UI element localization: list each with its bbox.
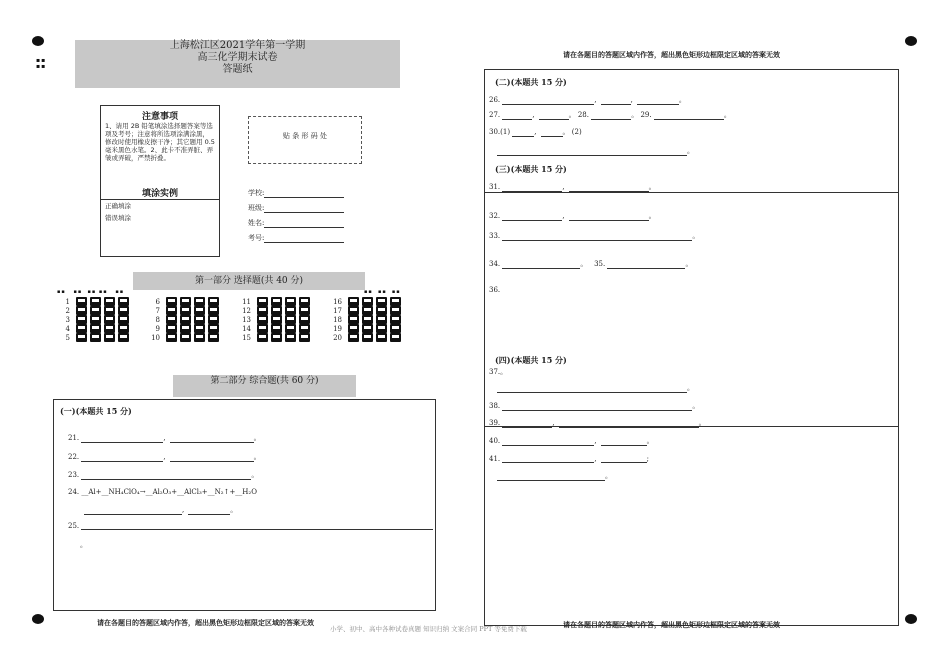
choice-bubble-c[interactable] [194, 333, 205, 342]
part1-title: 第一部分 选择题(共 40 分) [194, 276, 304, 286]
choice-bubble-d[interactable] [118, 333, 129, 342]
choice-row [60, 333, 132, 342]
choice-bubble-a[interactable] [257, 324, 268, 333]
choice-number: 9 [155, 324, 160, 333]
choice-row [332, 324, 404, 333]
choice-number: 8 [155, 315, 160, 324]
choice-bubble-b[interactable] [271, 324, 282, 333]
title-line3: 答题纸 [222, 64, 253, 75]
part2-title: 第二部分 综合题(共 60 分) [210, 376, 319, 386]
q39-label: 39. [489, 419, 501, 427]
choice-bubble-a[interactable] [76, 306, 87, 315]
choice-bubble-d[interactable] [390, 306, 401, 315]
choice-number: 18 [333, 315, 342, 324]
choice-bubble-b[interactable] [362, 306, 373, 315]
q38-answer[interactable]: 38. 。 [489, 402, 700, 410]
q33-label: 33. [489, 232, 501, 240]
choice-bubble-b[interactable] [271, 297, 282, 306]
choice-bubble-c[interactable] [104, 306, 115, 315]
choice-bubble-d[interactable] [299, 297, 310, 306]
choice-bubble-a[interactable] [76, 324, 87, 333]
choice-number: 11 [242, 297, 251, 306]
exam-no-label: 考号: [248, 234, 265, 242]
choice-number: 2 [65, 306, 70, 315]
q30-label: 30.(1) [489, 128, 511, 136]
choice-bubble-a[interactable] [257, 297, 268, 306]
q30-answer[interactable]: 30.(1) , 。 (2) [489, 128, 582, 136]
choice-number: 14 [242, 324, 251, 333]
choice-bubble-d[interactable] [299, 324, 310, 333]
q24-label: 24. [68, 488, 80, 496]
choice-number: 4 [65, 324, 70, 333]
choice-row [332, 306, 404, 315]
q25-answer[interactable] [68, 521, 433, 530]
q39-answer[interactable]: 39. , 。 [489, 419, 706, 427]
notice-body: 1、请用 2B 铅笔填涂选择题答案等选项及考号；注意将所选项涂满涂黑，修改时使用橡皮擦干净；其它题用 0.5 毫米黑色水笔。2、此卡不准弄脏、弄皱或弄破，严禁折叠。 [105, 122, 215, 162]
q31-label: 31. [489, 183, 501, 191]
example-correct: 正确填涂 [105, 202, 131, 210]
q40-answer[interactable]: 40. , 。 [489, 437, 654, 445]
choice-row [150, 306, 222, 315]
q30-part2-label: (2) [571, 128, 582, 136]
q29-label: 29. [640, 111, 652, 119]
exam-no-field[interactable] [248, 233, 344, 243]
choice-bubble-a[interactable] [166, 297, 177, 306]
choice-bubble-d[interactable] [208, 324, 219, 333]
choice-bubble-a[interactable] [166, 324, 177, 333]
choice-row [241, 324, 313, 333]
section4-title: (四)(本题共 15 分) [495, 355, 567, 365]
choice-number: 12 [242, 306, 251, 315]
school-field[interactable] [248, 188, 344, 198]
choice-row [150, 315, 222, 324]
choice-bubble-c[interactable] [285, 297, 296, 306]
choice-bubble-a[interactable] [257, 333, 268, 342]
choice-row [332, 315, 404, 324]
choice-number: 5 [65, 333, 70, 342]
q37-line[interactable]: 。 [497, 383, 694, 393]
q37-label: 37. [489, 368, 501, 376]
q24-answer-line2[interactable]: , 。 [84, 505, 237, 515]
choice-bubble-b[interactable] [180, 324, 191, 333]
choice-bubble-a[interactable] [166, 333, 177, 342]
notice-box [100, 105, 220, 257]
choice-bubble-d[interactable] [390, 324, 401, 333]
choice-bubble-c[interactable] [285, 306, 296, 315]
choice-row [241, 297, 313, 306]
choice-bubble-b[interactable] [362, 297, 373, 306]
q41-answer[interactable]: 41. , ; [489, 455, 649, 463]
footer-warning-right: 请在各题目的答题区域内作答，超出黑色矩形边框限定区域的答案无效 [563, 621, 780, 629]
choice-bubble-b[interactable] [90, 297, 101, 306]
q32-label: 32. [489, 212, 501, 220]
choice-bubble-d[interactable] [299, 333, 310, 342]
name-field[interactable] [248, 218, 344, 228]
q41-line2[interactable]: 。 [497, 471, 612, 481]
choice-row [332, 297, 404, 306]
choice-bubble-c[interactable] [376, 306, 387, 315]
q28-label: 28. [577, 111, 589, 119]
choice-row [332, 333, 404, 342]
title-banner [75, 40, 400, 88]
barcode-label: 贴 条 形 码 处 [283, 132, 327, 140]
q24-equation: __Al+__NH₄ClO₄→__Al₂O₃+__AlCl₃+__N₂↑+__H₂O [81, 488, 257, 496]
choice-number: 3 [65, 315, 70, 324]
choice-bubble-c[interactable] [194, 306, 205, 315]
q27-29-answer[interactable]: 27. , 。 28. 。 29. 。 [489, 111, 731, 119]
choice-bubble-b[interactable] [90, 306, 101, 315]
choice-bubble-b[interactable] [271, 315, 282, 324]
q26-label: 26. [489, 96, 501, 104]
corner-mark-top-left [32, 36, 44, 46]
choice-number: 16 [333, 297, 342, 306]
q23-answer[interactable]: 23. 。 [68, 471, 259, 479]
part2-banner [173, 375, 356, 397]
choice-row [241, 333, 313, 342]
choice-bubble-d[interactable] [390, 297, 401, 306]
example-wrong: 错误填涂 [105, 214, 131, 222]
choice-bubble-c[interactable] [104, 297, 115, 306]
choice-bubble-a[interactable] [76, 297, 87, 306]
choice-bubble-c[interactable] [285, 324, 296, 333]
choice-bubble-c[interactable] [285, 315, 296, 324]
choice-number: 10 [151, 333, 160, 342]
q22-label: 22. [68, 453, 80, 461]
choice-bubble-a[interactable] [166, 306, 177, 315]
q36-answer[interactable] [489, 286, 500, 294]
q33-answer[interactable]: 33. 。 [489, 232, 700, 240]
school-label: 学校: [248, 189, 265, 197]
q30-line2[interactable]: 。 [497, 146, 694, 156]
choice-bubble-c[interactable] [104, 333, 115, 342]
choice-number: 19 [333, 324, 342, 333]
choice-bubble-a[interactable] [166, 315, 177, 324]
choice-bubble-c[interactable] [194, 297, 205, 306]
choice-number: 1 [65, 297, 70, 306]
notice-title: 注意事项 [141, 112, 178, 122]
choice-bubble-b[interactable] [90, 324, 101, 333]
choice-bubble-d[interactable] [208, 306, 219, 315]
section1-box [53, 399, 436, 611]
q36-label: 36. [489, 286, 501, 294]
choice-bubble-d[interactable] [208, 315, 219, 324]
choice-row [150, 324, 222, 333]
choice-bubble-d[interactable] [118, 306, 129, 315]
answer-frame-right [484, 69, 899, 626]
q35-label: 35. [594, 260, 606, 268]
choice-bubble-a[interactable] [348, 306, 359, 315]
choice-bubble-c[interactable] [285, 333, 296, 342]
choice-bubble-d[interactable] [299, 306, 310, 315]
choice-row [241, 315, 313, 324]
q22-answer[interactable]: 22. , 。 [68, 453, 261, 461]
class-field[interactable] [248, 203, 344, 213]
choice-bubble-d[interactable] [118, 324, 129, 333]
choice-bubble-a[interactable] [348, 297, 359, 306]
choice-bubble-d[interactable] [299, 315, 310, 324]
divider-line-1 [485, 192, 898, 193]
choice-row [60, 297, 132, 306]
choice-number: 20 [333, 333, 342, 342]
choice-bubble-a[interactable] [257, 315, 268, 324]
q34-35-answer[interactable]: 34. 。 35. 。 [489, 260, 693, 268]
choice-bubble-a[interactable] [348, 333, 359, 342]
choice-bubble-d[interactable] [118, 315, 129, 324]
q38-label: 38. [489, 402, 501, 410]
choice-row [150, 333, 222, 342]
choice-bubble-b[interactable] [180, 333, 191, 342]
q26-answer[interactable]: 26. , , 。 [489, 96, 686, 104]
choice-row [150, 297, 222, 306]
choice-bubble-c[interactable] [194, 324, 205, 333]
choice-bubble-d[interactable] [118, 297, 129, 306]
corner-mark-bottom-left [32, 614, 44, 624]
choice-bubble-d[interactable] [208, 297, 219, 306]
q41-label: 41. [489, 455, 501, 463]
section3-title: (三)(本题共 15 分) [495, 164, 567, 174]
choice-number: 17 [333, 306, 342, 315]
q37-answer[interactable]: 37.。 [489, 368, 508, 376]
example-title: 填涂实例 [101, 186, 219, 200]
choice-bubble-d[interactable] [390, 315, 401, 324]
name-label: 姓名: [248, 219, 265, 227]
choice-bubble-d[interactable] [390, 333, 401, 342]
corner-mark-bottom-right [905, 614, 917, 624]
choice-number: 13 [242, 315, 251, 324]
choice-row [241, 306, 313, 315]
q32-answer[interactable]: 32. , 。 [489, 212, 656, 220]
title-line2: 高三化学期末试卷 [197, 52, 278, 63]
q25-end-mark: 。 [80, 541, 87, 549]
warning-top: 请在各题目的答题区域内作答，超出黑色矩形边框限定区域的答案无效 [563, 51, 780, 59]
choice-row [60, 324, 132, 333]
choice-bubble-b[interactable] [90, 333, 101, 342]
choice-bubble-b[interactable] [362, 324, 373, 333]
section2-title: (二)(本题共 15 分) [495, 77, 567, 87]
class-label: 班级: [248, 204, 265, 212]
choice-bubble-a[interactable] [76, 315, 87, 324]
choice-bubble-c[interactable] [376, 324, 387, 333]
title-line1: 上海松江区2021学年第一学期 [169, 40, 306, 51]
choice-bubble-c[interactable] [376, 297, 387, 306]
choice-bubble-c[interactable] [376, 315, 387, 324]
corner-mark-top-right [905, 36, 917, 46]
choice-number: 15 [242, 333, 251, 342]
q21-label: 21. [68, 434, 80, 442]
choice-bubble-b[interactable] [362, 315, 373, 324]
choice-bubble-a[interactable] [257, 306, 268, 315]
choice-bubble-c[interactable] [194, 315, 205, 324]
choice-bubble-c[interactable] [104, 315, 115, 324]
divider-line-2 [485, 426, 898, 427]
choice-number: 6 [155, 297, 160, 306]
mc-timing-marks-right: ▪▪ ▪▪ ▪▪ [364, 289, 401, 295]
q21-answer[interactable]: 21. , 。 [68, 434, 261, 442]
q24-answer[interactable] [68, 488, 257, 496]
choice-row [60, 306, 132, 315]
footer-warning-left: 请在各题目的答题区域内作答，超出黑色矩形边框限定区域的答案无效 [97, 619, 314, 627]
choice-bubble-d[interactable] [208, 333, 219, 342]
choice-bubble-a[interactable] [348, 315, 359, 324]
mc-timing-marks: ▪▪ ▪▪ ▪▪ ▪▪ ▪▪ [57, 289, 125, 295]
footer-watermark: 小学、初中、高中各种试卷真题 知识归纳 文案合同 PPT 等免费下载 [330, 625, 527, 633]
q34-label: 34. [489, 260, 501, 268]
choice-bubble-c[interactable] [104, 324, 115, 333]
choice-bubble-b[interactable] [90, 315, 101, 324]
choice-bubble-a[interactable] [348, 324, 359, 333]
part1-banner [133, 272, 365, 290]
choice-number: 7 [155, 306, 160, 315]
choice-bubble-a[interactable] [76, 333, 87, 342]
q31-answer[interactable]: 31. , 。 [489, 183, 656, 191]
choice-bubble-b[interactable] [271, 333, 282, 342]
q25-label: 25. [68, 522, 80, 530]
choice-bubble-b[interactable] [362, 333, 373, 342]
choice-bubble-b[interactable] [180, 297, 191, 306]
choice-bubble-c[interactable] [376, 333, 387, 342]
section1-title: (一)(本题共 15 分) [60, 406, 132, 416]
q27-label: 27. [489, 111, 501, 119]
choice-bubble-b[interactable] [271, 306, 282, 315]
choice-bubble-b[interactable] [180, 315, 191, 324]
timing-marks: ▪▪ ▪▪ [36, 57, 47, 70]
barcode-area [248, 116, 362, 164]
choice-row [60, 315, 132, 324]
q23-label: 23. [68, 471, 80, 479]
q40-label: 40. [489, 437, 501, 445]
choice-bubble-b[interactable] [180, 306, 191, 315]
